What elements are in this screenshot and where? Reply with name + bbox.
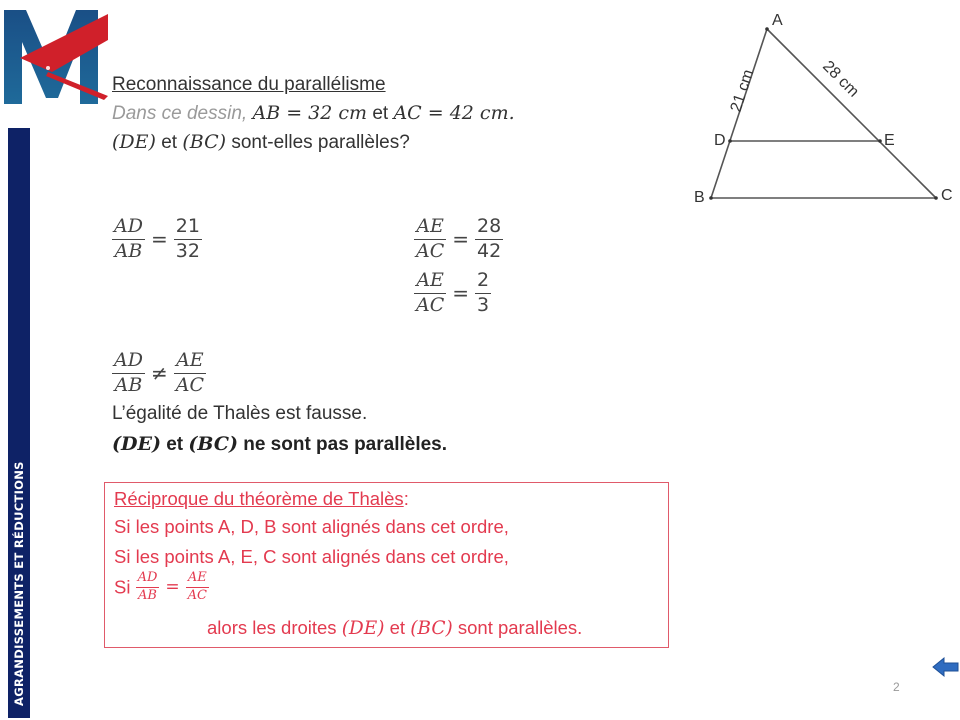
theorem-alors: alors les droites — [207, 617, 337, 638]
back-arrow-icon — [931, 655, 959, 679]
operator: = — [452, 281, 470, 306]
conclusion-result — [112, 433, 447, 456]
conclusion-statement: L’égalité de Thalès est fausse. — [112, 403, 368, 424]
equation-ad-ab — [112, 216, 202, 263]
question-line — [112, 131, 410, 154]
question-de: (DE) — [112, 131, 156, 153]
theorem-title: Réciproque du théorème de Thalès — [114, 488, 404, 509]
equation-ae-ac-simplified — [414, 270, 491, 317]
theorem-bc: (BC) — [410, 618, 453, 639]
fraction-numerator: AD — [114, 215, 143, 237]
conclusion-rest: ne sont pas parallèles. — [243, 434, 448, 455]
back-button[interactable] — [931, 655, 959, 679]
operator: = — [150, 227, 168, 252]
logo-m-icon — [0, 0, 110, 110]
point-d-label: D — [714, 132, 726, 149]
theorem-line-4 — [207, 617, 582, 639]
given-intro: Dans ce dessin, — [112, 103, 248, 124]
fraction-denominator: AB — [138, 587, 157, 603]
fraction-denominator: AB — [114, 373, 143, 396]
point-c-label: C — [941, 187, 953, 204]
fraction-denominator: 32 — [175, 239, 200, 262]
fraction-denominator: AC — [187, 587, 207, 603]
theorem-de: (DE) — [341, 618, 385, 639]
fraction-denominator: AC — [416, 239, 445, 262]
equation-not-equal — [112, 350, 206, 397]
fraction-numerator: AE — [187, 570, 207, 585]
theorem-si: Si — [114, 576, 131, 598]
operator: = — [452, 227, 470, 252]
point-a-label: A — [772, 12, 783, 29]
operator: = — [165, 577, 180, 598]
fraction-denominator: 42 — [477, 239, 502, 262]
fraction-numerator: AE — [416, 269, 444, 291]
sidebar-label: AGRANDISSEMENTS ET RÉDUCTIONS — [12, 461, 26, 706]
fraction-denominator: AC — [416, 293, 445, 316]
theorem-line-2: Si les points A, E, C sont alignés dans cet ordre, — [114, 546, 509, 567]
fraction-numerator: AE — [416, 215, 444, 237]
length-ae-label: 28 cm — [819, 57, 863, 101]
fraction-numerator: AE — [176, 349, 204, 371]
theorem-title-colon: : — [403, 488, 409, 509]
conclusion-bc: (BC) — [188, 433, 238, 455]
theorem-line-3 — [114, 571, 209, 604]
question-connector: et — [161, 132, 178, 153]
theorem-suffix: sont parallèles. — [457, 617, 583, 638]
given-line — [112, 102, 515, 125]
theorem-box — [104, 482, 669, 648]
fraction-denominator: AB — [114, 239, 143, 262]
fraction-numerator: AD — [114, 349, 143, 371]
page-number: 2 — [893, 680, 900, 694]
triangle-diagram-icon — [690, 5, 960, 215]
given-connector: et — [372, 103, 389, 124]
question-rest: sont-elles parallèles? — [231, 132, 410, 153]
fraction-numerator: AD — [137, 570, 158, 585]
length-ad-label: 21 cm — [727, 67, 758, 115]
theorem-line-1: Si les points A, D, B sont alignés dans cet ordre, — [114, 516, 509, 537]
conclusion-de: (DE) — [112, 433, 161, 455]
fraction-denominator: 3 — [477, 293, 490, 316]
question-bc: (BC) — [182, 131, 227, 153]
point-b-label: B — [694, 189, 705, 206]
equation-ae-ac-raw — [414, 216, 503, 263]
slide-title: Reconnaissance du parallélisme — [112, 74, 386, 95]
point-e-label: E — [884, 132, 895, 149]
given-ab: AB = 32 cm — [252, 102, 368, 124]
fraction-numerator: 28 — [477, 215, 502, 237]
fraction-numerator: 21 — [175, 215, 200, 237]
theorem-connector: et — [389, 617, 406, 638]
logo — [0, 0, 110, 110]
theorem-title-row — [114, 488, 409, 510]
conclusion-connector: et — [166, 434, 184, 455]
triangle-figure — [690, 5, 960, 215]
fraction-denominator: AC — [175, 373, 204, 396]
fraction-numerator: 2 — [477, 269, 490, 291]
operator: ≠ — [150, 361, 168, 386]
given-ac: AC = 42 cm. — [393, 102, 515, 124]
